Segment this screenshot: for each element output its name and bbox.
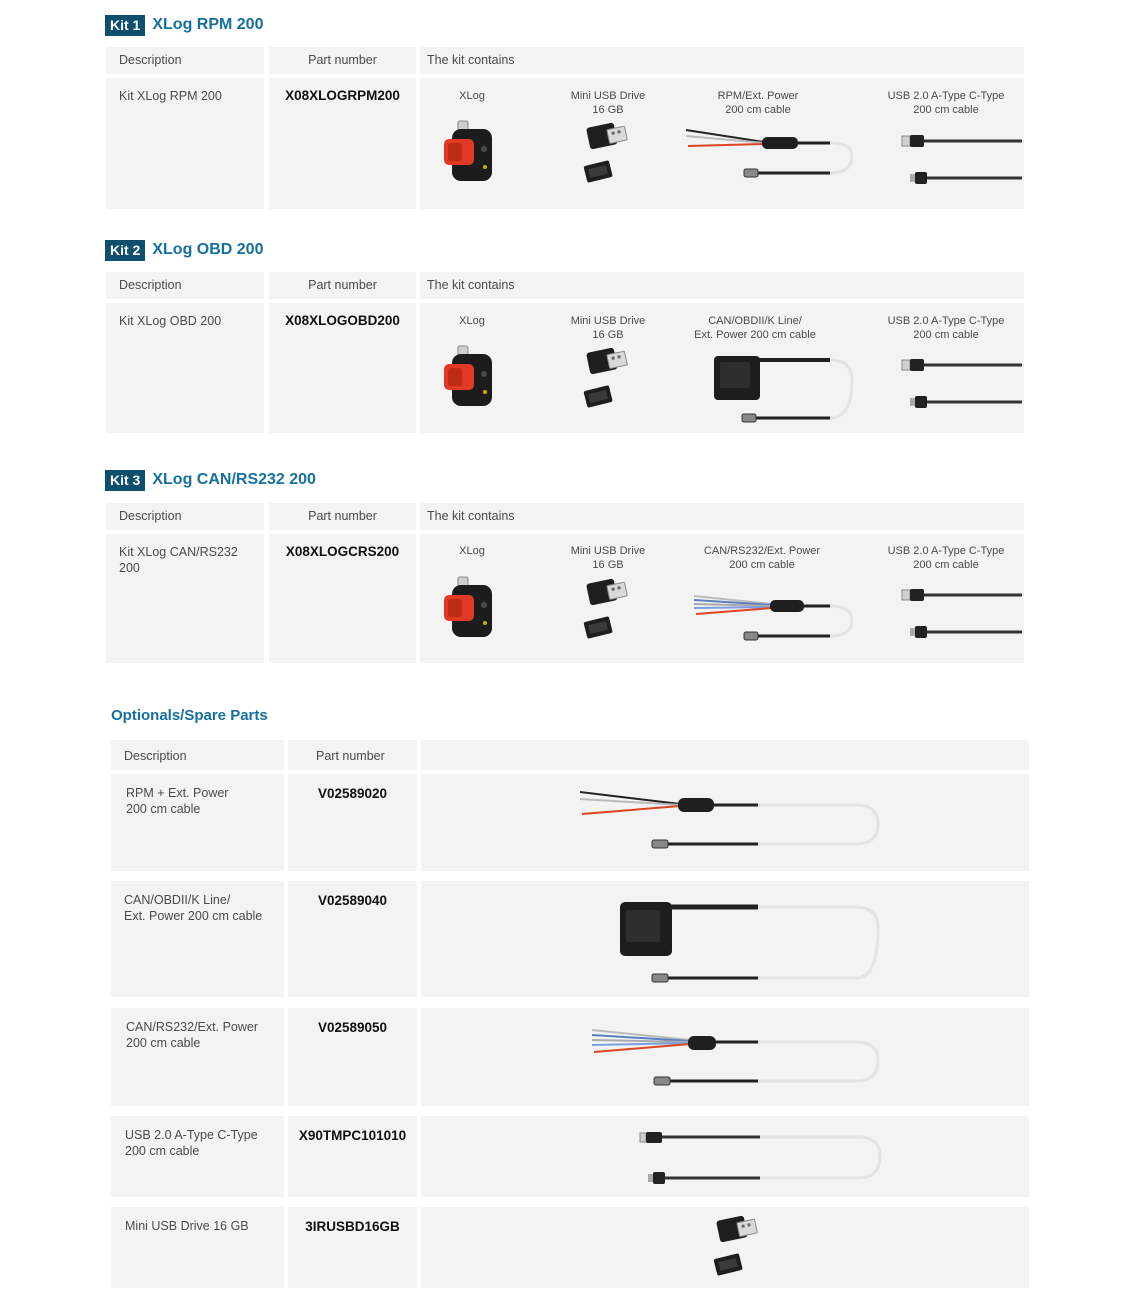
kit-contains-header: The kit contains xyxy=(420,47,1024,74)
xlog-device-image xyxy=(444,346,496,408)
spare-description: USB 2.0 A-Type C-Type 200 cm cable xyxy=(111,1116,284,1197)
kit-item-label: Mini USB Drive 16 GB xyxy=(570,545,646,571)
kit-item-label: Mini USB Drive 16 GB xyxy=(570,315,646,341)
usb-c-cable-image xyxy=(902,590,1024,642)
kit-title: XLog RPM 200 xyxy=(152,16,264,33)
kit-2-heading xyxy=(105,239,263,261)
usb-drive-image xyxy=(712,1216,764,1280)
kit-item-label: USB 2.0 A-Type C-Type 200 cm cable xyxy=(887,315,1005,341)
kit-description: Kit XLog RPM 200 xyxy=(106,78,264,209)
description-header: Description xyxy=(106,503,264,530)
spare-description: Mini USB Drive 16 GB xyxy=(111,1207,284,1288)
xlog-device-image xyxy=(444,577,496,639)
xlog-device-image xyxy=(444,121,496,183)
kit-title: XLog OBD 200 xyxy=(152,241,264,258)
usb-c-cable-image xyxy=(902,360,1024,412)
kit-item-label: XLog xyxy=(459,315,485,327)
rpm-cable-image xyxy=(578,788,884,852)
description-header: Description xyxy=(111,740,284,770)
kit-description: Kit XLog CAN/RS232 200 xyxy=(106,534,264,663)
kit-1-heading xyxy=(105,14,263,36)
usb-c-cable-image xyxy=(902,136,1024,188)
part-number-header: Part number xyxy=(288,740,417,770)
part-number-header: Part number xyxy=(269,272,416,299)
spare-part-number: V02589050 xyxy=(288,1008,417,1106)
kit-item-label: Mini USB Drive 16 GB xyxy=(570,90,646,116)
kit-item-label: USB 2.0 A-Type C-Type 200 cm cable xyxy=(887,90,1005,116)
spare-part-number: X90TMPC101010 xyxy=(288,1116,417,1197)
spare-part-number: V02589020 xyxy=(288,774,417,871)
kit-contains-header: The kit contains xyxy=(420,503,1024,530)
spare-part-number: 3IRUSBD16GB xyxy=(288,1207,417,1288)
part-number-header: Part number xyxy=(269,503,416,530)
description-header: Description xyxy=(106,47,264,74)
usb-drive-image xyxy=(582,579,632,641)
spare-description: CAN/OBDII/K Line/ Ext. Power 200 cm cable xyxy=(111,881,284,997)
kit-item-label: XLog xyxy=(459,545,485,557)
usb-drive-image xyxy=(582,348,632,410)
kit-badge: Kit 3 xyxy=(105,470,145,491)
kit-item-label: CAN/OBDII/K Line/ Ext. Power 200 cm cable xyxy=(694,315,816,341)
kit-part-number: X08XLOGOBD200 xyxy=(269,303,416,433)
image-header xyxy=(421,740,1029,770)
kit-item-label: XLog xyxy=(459,90,485,102)
kit-item-label: RPM/Ext. Power 200 cm cable xyxy=(717,90,799,116)
kit-item-label: CAN/RS232/Ext. Power 200 cm cable xyxy=(703,545,821,571)
can-rs232-cable-image xyxy=(590,1026,884,1088)
spare-description: RPM + Ext. Power 200 cm cable xyxy=(111,774,284,871)
kit-part-number: X08XLOGRPM200 xyxy=(269,78,416,209)
spare-description: CAN/RS232/Ext. Power 200 cm cable xyxy=(111,1008,284,1106)
obd-cable-image xyxy=(618,898,883,990)
kit-3-heading xyxy=(105,469,316,491)
usb-drive-image xyxy=(582,123,632,185)
kit-badge: Kit 1 xyxy=(105,15,145,36)
kit-title: XLog CAN/RS232 200 xyxy=(152,471,316,488)
can-rs232-cable-image xyxy=(692,592,858,644)
rpm-cable-image xyxy=(684,126,859,182)
spare-part-number: V02589040 xyxy=(288,881,417,997)
usb-c-cable-image xyxy=(640,1130,884,1186)
kit-part-number: X08XLOGCRS200 xyxy=(269,534,416,663)
kit-item-label: USB 2.0 A-Type C-Type 200 cm cable xyxy=(887,545,1005,571)
kit-badge: Kit 2 xyxy=(105,240,145,261)
kit-description: Kit XLog OBD 200 xyxy=(106,303,264,433)
optionals-title: Optionals/Spare Parts xyxy=(111,707,268,724)
description-header: Description xyxy=(106,272,264,299)
kit-contains-header: The kit contains xyxy=(420,272,1024,299)
obd-cable-image xyxy=(712,350,857,426)
part-number-header: Part number xyxy=(269,47,416,74)
